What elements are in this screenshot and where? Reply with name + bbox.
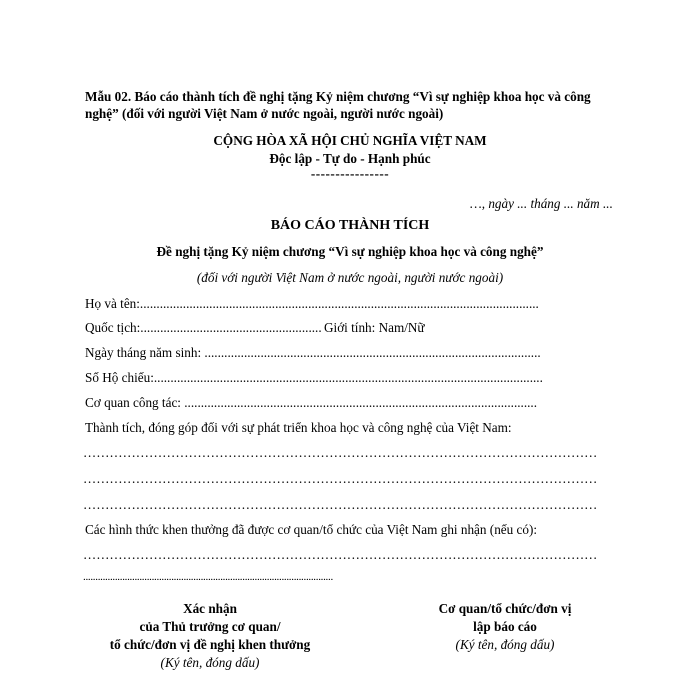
achievements-line-1: ……………………………………………………………………………………………………… bbox=[83, 445, 598, 460]
birth-date-field: Ngày tháng năm sinh: ...................................................................................................... bbox=[85, 345, 541, 360]
form-title: Mẫu 02. Báo cáo thành tích đề nghị tặng Kỷ niệm chương “Vì sự nghiệp khoa học và công nghệ” (đối với người Việt Nam ở nước ngoài, người nước ngoài) bbox=[85, 89, 591, 121]
separator: ---------------- bbox=[310, 166, 390, 181]
report-subtitle: Đề nghị tặng Kỷ niệm chương “Vì sự nghiệp khoa học và công nghệ” bbox=[156, 244, 544, 259]
workplace-field: Cơ quan công tác: ........................................................................................................... bbox=[85, 395, 538, 410]
nationality-field: Quốc tịch:....................................................... bbox=[85, 320, 322, 335]
left-signature-line-1: Xác nhận bbox=[183, 601, 237, 616]
subject-note: (đối với người Việt Nam ở nước ngoài, người nước ngoài) bbox=[196, 270, 504, 285]
nation-name: CỘNG HÒA XÃ HỘI CHỦ NGHĨA VIỆT NAM bbox=[213, 133, 487, 148]
awards-line-2: ...................................................................................................... bbox=[83, 571, 333, 583]
right-signature-line-1: Cơ quan/tổ chức/đơn vị bbox=[438, 601, 572, 616]
report-title: BÁO CÁO THÀNH TÍCH bbox=[270, 218, 430, 233]
achievements-line-2: ……………………………………………………………………………………………………… bbox=[83, 471, 598, 486]
left-signature-line-3: tổ chức/đơn vị đề nghị khen thưởng bbox=[109, 637, 311, 652]
date-line: …, ngày ... tháng ... năm ... bbox=[470, 196, 613, 211]
name-field: Họ và tên:......................................................................................................................... bbox=[85, 296, 539, 311]
achievements-label: Thành tích, đóng góp đối với sự phát triển khoa học và công nghệ của Việt Nam: bbox=[85, 420, 512, 435]
awards-label: Các hình thức khen thưởng đã được cơ quan/tổ chức của Việt Nam ghi nhận (nếu có): bbox=[85, 522, 538, 537]
motto: Độc lập - Tự do - Hạnh phúc bbox=[269, 151, 431, 166]
gender-field: Giới tính: Nam/Nữ bbox=[324, 320, 425, 335]
left-signature-note: (Ký tên, đóng dấu) bbox=[160, 655, 260, 670]
right-signature-note: (Ký tên, đóng dấu) bbox=[455, 637, 555, 652]
left-signature-line-2: của Thủ trưởng cơ quan/ bbox=[139, 619, 281, 634]
passport-field: Số Hộ chiếu:...................................................................................................................... bbox=[85, 370, 543, 385]
achievements-line-3: ……………………………………………………………………………………………………… bbox=[83, 497, 598, 512]
awards-line-1: ……………………………………………………………………………………………………… bbox=[83, 547, 598, 562]
right-signature-line-2: lập báo cáo bbox=[473, 619, 537, 634]
